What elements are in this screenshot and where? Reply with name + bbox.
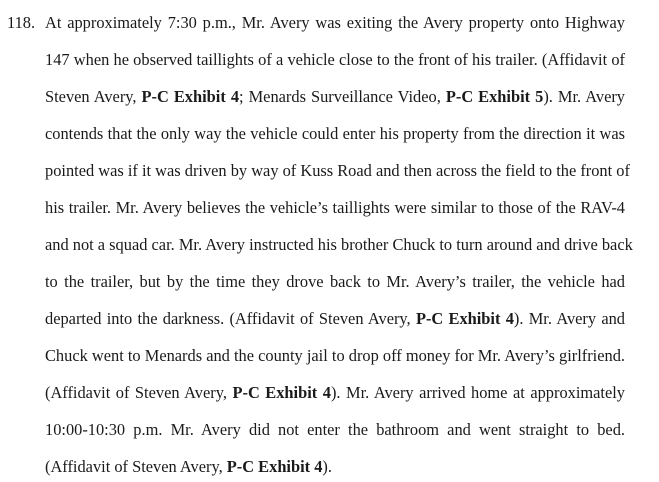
- exhibit-reference: P-C Exhibit 4: [415, 309, 514, 328]
- text-line: [45, 119, 625, 149]
- text-run: his trailer. Mr. Avery believes the vehicle’s taillights were similar to those of the RAV-4: [45, 198, 625, 217]
- text-line: [45, 8, 625, 38]
- exhibit-reference: P-C Exhibit 4: [232, 383, 331, 402]
- exhibit-reference: P-C Exhibit 4: [141, 87, 240, 106]
- text-line: [45, 452, 625, 482]
- text-run: Chuck went to Menards and the county jail to drop off money for Mr. Avery’s girlfriend.: [45, 346, 625, 365]
- exhibit-reference: P-C Exhibit 4: [226, 457, 323, 476]
- text-run: ). Mr. Avery and: [513, 309, 625, 328]
- text-run: departed into the darkness. (Affidavit of Steven Avery,: [45, 309, 416, 328]
- text-run: 10:00-10:30 p.m. Mr. Avery did not enter the bathroom and went straight to bed.: [45, 420, 625, 439]
- text-run: to the trailer, but by the time they drove back to Mr. Avery’s trailer, the vehicle had: [45, 272, 625, 291]
- text-run: ). Mr. Avery arrived home at approximately: [330, 383, 625, 402]
- text-line: [45, 45, 625, 75]
- text-line: [45, 415, 625, 445]
- text-line: [45, 304, 625, 334]
- text-run: Steven Avery,: [45, 87, 142, 106]
- text-run: (Affidavit of Steven Avery,: [45, 383, 233, 402]
- text-line: [45, 230, 633, 260]
- exhibit-reference: P-C Exhibit 5: [445, 87, 544, 106]
- text-line: [45, 193, 625, 223]
- paragraph-number: 118.: [7, 13, 36, 32]
- text-run: and not a squad car. Mr. Avery instructed his brother Chuck to turn around and drive back: [45, 235, 633, 254]
- text-run: ). Mr. Avery: [543, 87, 625, 106]
- text-run: ).: [322, 457, 332, 476]
- text-line: [45, 341, 625, 371]
- text-run: pointed was if it was driven by way of Kuss Road and then across the field to the front of: [45, 161, 630, 180]
- text-line: [45, 378, 625, 408]
- text-run: 147 when he observed taillights of a vehicle close to the front of his trailer. (Affidavit of: [45, 50, 625, 69]
- text-run: contends that the only way the vehicle could enter his property from the direction it was: [45, 124, 625, 143]
- text-line: [45, 267, 625, 297]
- text-line: [45, 82, 625, 112]
- text-run: (Affidavit of Steven Avery,: [45, 457, 227, 476]
- text-run: At approximately 7:30 p.m., Mr. Avery was exiting the Avery property onto Highway: [45, 13, 625, 32]
- text-run: ; Menards Surveillance Video,: [239, 87, 446, 106]
- text-line: [45, 156, 630, 186]
